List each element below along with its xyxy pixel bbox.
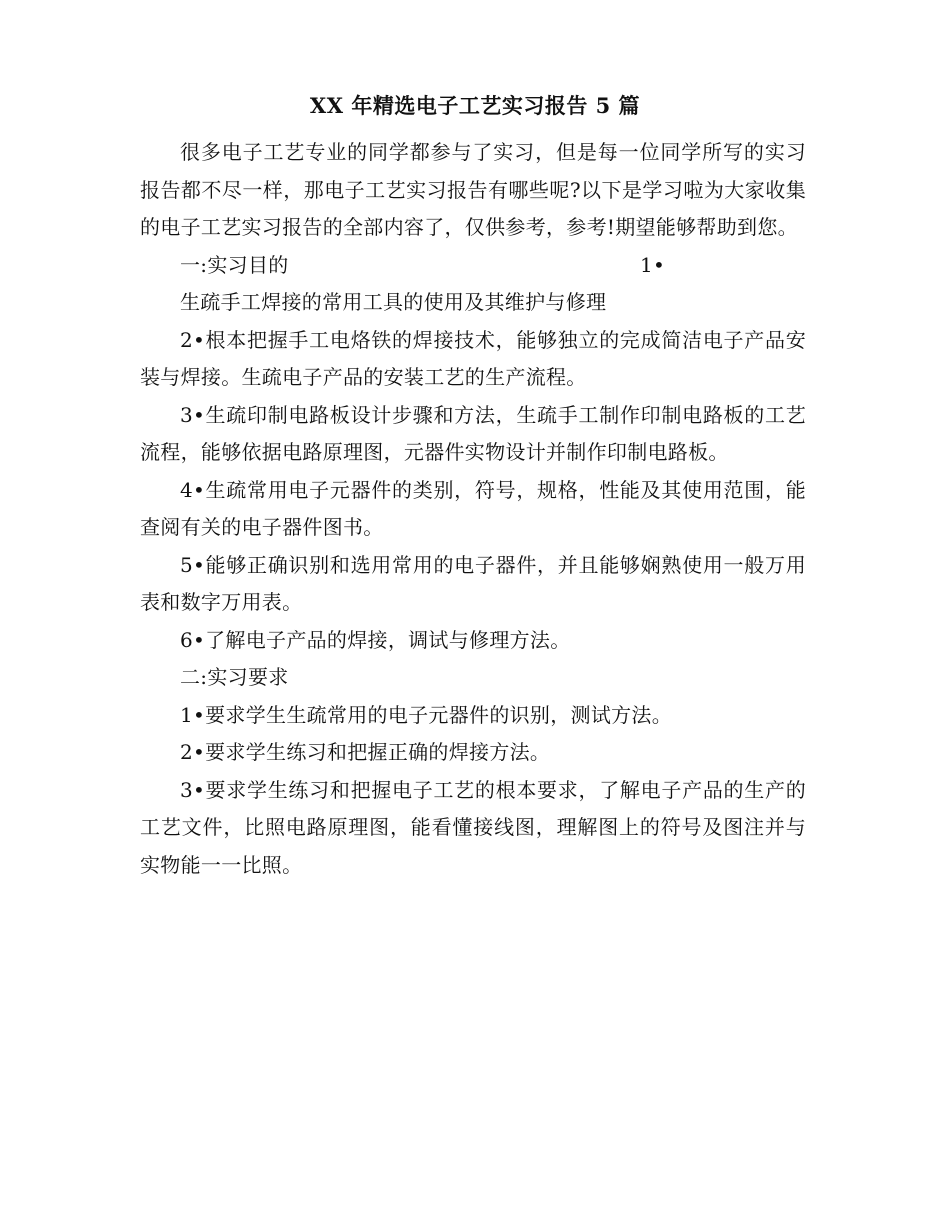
section-2-heading: 二:实习要求 [180, 665, 289, 689]
section-1-item: 4•生疏常用电子元器件的类别，符号，规格，性能及其使用范围，能查阅有关的电子器件图书。 [140, 477, 806, 539]
intro-paragraph: 很多电子工艺专业的同学都参与了实习，但是每一位同学所写的实习报告都不尽一样，那电子工艺实习报告有哪些呢?以下是学习啦为大家收集的电子工艺实习报告的全部内容了，仅供参考，参考!期望能够帮助到您。 [140, 140, 806, 239]
section-2-item: 2•要求学生练习和把握正确的焊接方法。 [180, 740, 551, 764]
section-1-heading: 一:实习目的 [180, 252, 289, 277]
section-1-list-marker: 1• [640, 252, 666, 277]
section-1-item: 5•能够正确识别和选用常用的电子器件，并且能够娴熟使用一般万用表和数字万用表。 [140, 552, 806, 614]
document-body [140, 134, 806, 884]
section-1-item: 3•生疏印制电路板设计步骤和方法，生疏手工制作印制电路板的工艺流程，能够依据电路原理图，元器件实物设计并制作印制电路板。 [140, 402, 806, 464]
document-title: XX 年精选电子工艺实习报告 5 篇 [309, 93, 641, 118]
section-1-heading-row [140, 247, 806, 285]
section-1-item: 2•根本把握手工电烙铁的焊接技术，能够独立的完成简洁电子产品安装与焊接。生疏电子产品的安装工艺的生产流程。 [140, 327, 806, 389]
section-1-item: 生疏手工焊接的常用工具的使用及其维护与修理 [180, 290, 607, 314]
section-2-item: 1•要求学生生疏常用的电子元器件的识别，测试方法。 [180, 702, 673, 727]
section-1-item: 6•了解电子产品的焊接，调试与修理方法。 [180, 627, 571, 652]
section-2-item: 3•要求学生练习和把握电子工艺的根本要求，了解电子产品的生产的工艺文件，比照电路原理图，能看懂接线图，理解图上的符号及图注并与实物能一一比照。 [140, 777, 806, 877]
